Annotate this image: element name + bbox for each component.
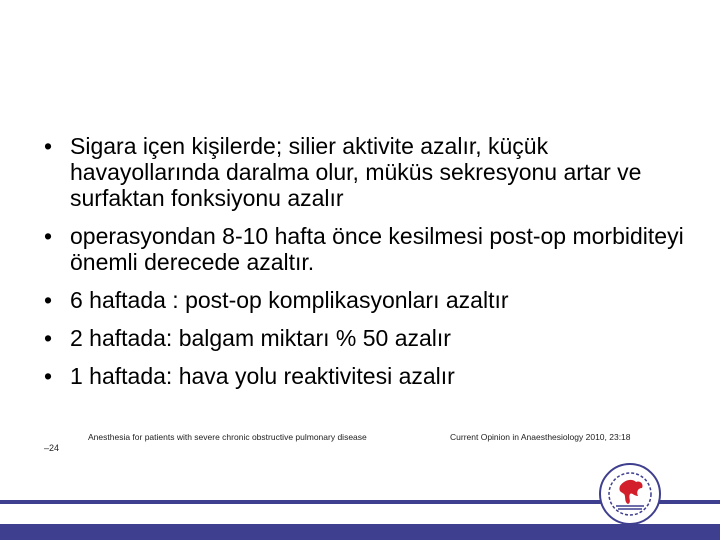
bullet-item xyxy=(44,223,704,275)
bullet-text: 6 haftada : post-op komplikasyonları azaltır xyxy=(70,287,509,313)
citation-title: Anesthesia for patients with severe chronic obstructive pulmonary disease xyxy=(88,432,367,442)
footer-bar-thick xyxy=(0,524,720,540)
bullet-text: operasyondan 8-10 hafta önce kesilmesi post-op morbiditeyi önemli derecede azaltır. xyxy=(70,223,684,275)
university-logo-icon xyxy=(598,462,662,526)
bullet-item xyxy=(44,325,704,351)
bullet-symbol: • xyxy=(44,223,53,249)
bullet-item xyxy=(44,363,704,389)
page-number: –24 xyxy=(44,443,60,453)
bullet-symbol: • xyxy=(44,133,53,159)
bullet-item xyxy=(44,287,704,313)
bullet-item xyxy=(44,133,704,211)
bullet-text: Sigara içen kişilerde; silier aktivite azalır, küçük havayollarında daralma olur, müküs sekresyonu artar ve surfaktan fonksiyonu azalır xyxy=(70,133,642,211)
citation-journal: Current Opinion in Anaesthesiology 2010, 23:18 xyxy=(450,432,631,442)
bullet-text: 1 haftada: hava yolu reaktivitesi azalır xyxy=(70,363,455,389)
bullet-symbol: • xyxy=(44,325,53,351)
bullet-symbol: • xyxy=(44,363,53,389)
bullet-text: 2 haftada: balgam miktarı % 50 azalır xyxy=(70,325,451,351)
bullet-symbol: • xyxy=(44,287,53,313)
bullet-list xyxy=(44,133,704,401)
